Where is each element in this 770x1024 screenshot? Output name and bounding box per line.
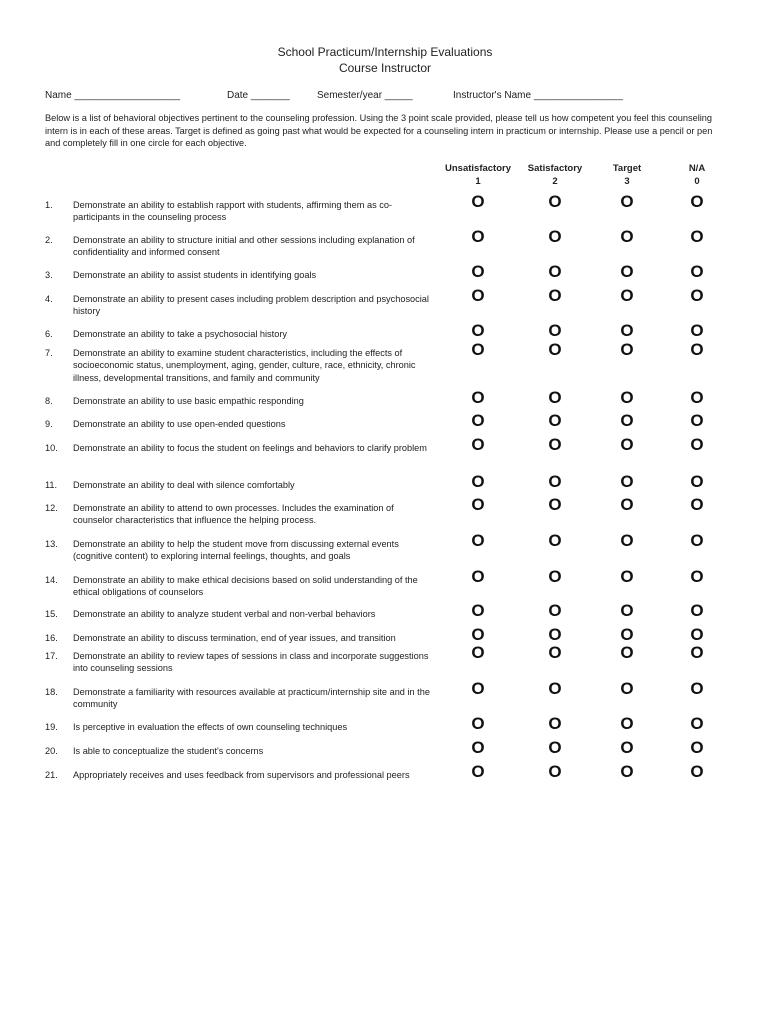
objective-number: 9.	[45, 419, 53, 429]
rating-circle-unsatisfactory[interactable]: O	[471, 567, 485, 586]
rating-circle-satisfactory[interactable]: O	[548, 495, 562, 514]
rating-circle-na[interactable]: O	[690, 495, 704, 514]
objective-number: 3.	[45, 270, 53, 280]
objective-text: Demonstrate an ability to structure initial and other sessions including explanation of confidentiality and informed consent	[73, 235, 415, 258]
rating-circle-unsatisfactory[interactable]: O	[471, 435, 485, 454]
rating-circle-satisfactory[interactable]: O	[548, 340, 562, 359]
rating-circle-satisfactory[interactable]: O	[548, 321, 562, 340]
rating-circle-na[interactable]: O	[690, 286, 704, 305]
objective-text: Demonstrate an ability to present cases including problem description and psychosocial history	[73, 294, 429, 317]
objective-number: 19.	[45, 722, 58, 732]
rating-circle-target[interactable]: O	[620, 321, 634, 340]
objective-number: 2.	[45, 235, 53, 245]
rating-circle-satisfactory[interactable]: O	[548, 262, 562, 281]
rating-circle-target[interactable]: O	[620, 567, 634, 586]
objective-number: 17.	[45, 651, 58, 661]
instructions-paragraph: Below is a list of behavioral objectives pertinent to the counseling profession. Using the 3 point scale provided, please tell us how competent you feel this counseling intern is in each of these areas. Target is defined as going past what would be expected for a counseling intern in practicum or internship. Please use a pencil or pen and completely fill in one circle for each objective.	[45, 113, 713, 149]
scale-value: 2	[552, 176, 558, 187]
scale-label: Target	[612, 163, 642, 174]
rating-circle-target[interactable]: O	[620, 531, 634, 550]
rating-circle-na[interactable]: O	[690, 531, 704, 550]
rating-circle-unsatisfactory[interactable]: O	[471, 679, 485, 698]
rating-circle-target[interactable]: O	[620, 435, 634, 454]
rating-circle-satisfactory[interactable]: O	[548, 192, 562, 211]
objective-text: Demonstrate an ability to examine student characteristics, including the effects of socioeconomic status, unemployment, aging, gender, culture, race, ethnicity, chronic illness, developmental transitions, and family and community	[73, 348, 416, 383]
rating-circle-unsatisfactory[interactable]: O	[471, 495, 485, 514]
objective-text: Demonstrate an ability to attend to own processes. Includes the examination of counselor characteristics that influence the helping process.	[73, 503, 394, 526]
objective-text: Demonstrate an ability to analyze student verbal and non-verbal behaviors	[73, 609, 376, 619]
rating-circle-satisfactory[interactable]: O	[548, 601, 562, 620]
rating-circle-na[interactable]: O	[690, 714, 704, 733]
scale-value: 3	[624, 176, 630, 187]
rating-circle-na[interactable]: O	[690, 601, 704, 620]
rating-circle-target[interactable]: O	[620, 262, 634, 281]
rating-circle-unsatisfactory[interactable]: O	[471, 762, 485, 781]
form-title: School Practicum/Internship Evaluations	[277, 45, 493, 59]
rating-circle-na[interactable]: O	[690, 192, 704, 211]
scale-header-na	[652, 162, 742, 188]
scale-value: 1	[475, 176, 481, 187]
rating-circle-na[interactable]: O	[690, 679, 704, 698]
objective-text: Demonstrate an ability to focus the student on feelings and behaviors to clarify problem	[73, 443, 427, 453]
rating-circle-target[interactable]: O	[620, 495, 634, 514]
rating-circle-unsatisfactory[interactable]: O	[471, 340, 485, 359]
rating-circle-target[interactable]: O	[620, 472, 634, 491]
rating-circle-target[interactable]: O	[620, 714, 634, 733]
scale-value: 0	[694, 176, 700, 187]
rating-circle-na[interactable]: O	[690, 321, 704, 340]
rating-circle-satisfactory[interactable]: O	[548, 531, 562, 550]
scale-label: Unsatisfactory	[445, 163, 511, 174]
rating-circle-satisfactory[interactable]: O	[548, 388, 562, 407]
date-field[interactable]: Date _______	[227, 90, 290, 101]
semester-field[interactable]: Semester/year _____	[317, 90, 413, 101]
rating-circle-target[interactable]: O	[620, 738, 634, 757]
objective-text: Demonstrate an ability to use basic empathic responding	[73, 396, 304, 406]
rating-circle-na[interactable]: O	[690, 388, 704, 407]
objective-number: 14.	[45, 575, 58, 585]
rating-circle-na[interactable]: O	[690, 472, 704, 491]
rating-circle-unsatisfactory[interactable]: O	[471, 321, 485, 340]
rating-circle-na[interactable]: O	[690, 643, 704, 662]
rating-circle-unsatisfactory[interactable]: O	[471, 625, 485, 644]
rating-circle-satisfactory[interactable]: O	[548, 472, 562, 491]
rating-circle-na[interactable]: O	[690, 227, 704, 246]
rating-circle-unsatisfactory[interactable]: O	[471, 192, 485, 211]
rating-circle-target[interactable]: O	[620, 192, 634, 211]
rating-circle-target[interactable]: O	[620, 679, 634, 698]
name-field[interactable]: Name ___________________	[45, 90, 181, 101]
rating-circle-target[interactable]: O	[620, 411, 634, 430]
rating-circle-target[interactable]: O	[620, 286, 634, 305]
objective-text: Demonstrate an ability to review tapes of sessions in class and incorporate suggestions into counseling sessions	[73, 651, 429, 674]
rating-circle-na[interactable]: O	[690, 738, 704, 757]
objective-number: 20.	[45, 746, 58, 756]
rating-circle-unsatisfactory[interactable]: O	[471, 411, 485, 430]
objective-text: Demonstrate an ability to establish rapport with students, affirming them as co-participants in the counseling process	[73, 200, 392, 223]
objective-number: 7.	[45, 348, 53, 358]
rating-circle-satisfactory[interactable]: O	[548, 762, 562, 781]
rating-circle-na[interactable]: O	[690, 762, 704, 781]
rating-circle-na[interactable]: O	[690, 262, 704, 281]
rating-circle-na[interactable]: O	[690, 435, 704, 454]
objective-number: 16.	[45, 633, 58, 643]
objective-text: Demonstrate an ability to use open-ended questions	[73, 419, 286, 429]
scale-label: Satisfactory	[527, 163, 583, 174]
objective-number: 18.	[45, 687, 58, 697]
rating-circle-na[interactable]: O	[690, 625, 704, 644]
rating-circle-unsatisfactory[interactable]: O	[471, 388, 485, 407]
rating-circle-satisfactory[interactable]: O	[548, 625, 562, 644]
objective-text: Demonstrate an ability to assist students in identifying goals	[73, 270, 317, 280]
objective-number: 12.	[45, 503, 58, 513]
rating-circle-satisfactory[interactable]: O	[548, 227, 562, 246]
rating-circle-na[interactable]: O	[690, 411, 704, 430]
objective-number: 1.	[45, 200, 53, 210]
rating-circle-unsatisfactory[interactable]: O	[471, 472, 485, 491]
rating-circle-unsatisfactory[interactable]: O	[471, 601, 485, 620]
rating-circle-unsatisfactory[interactable]: O	[471, 262, 485, 281]
rating-circle-target[interactable]: O	[620, 762, 634, 781]
rating-circle-satisfactory[interactable]: O	[548, 738, 562, 757]
rating-circle-target[interactable]: O	[620, 625, 634, 644]
rating-circle-unsatisfactory[interactable]: O	[471, 227, 485, 246]
rating-circle-satisfactory[interactable]: O	[548, 714, 562, 733]
objective-number: 4.	[45, 294, 53, 304]
objective-text: Demonstrate an ability to take a psychosocial history	[73, 329, 287, 339]
rating-circle-target[interactable]: O	[620, 388, 634, 407]
objective-text: Is able to conceptualize the student's concerns	[73, 746, 264, 756]
rating-circle-satisfactory[interactable]: O	[548, 286, 562, 305]
rating-circle-target[interactable]: O	[620, 340, 634, 359]
form-subtitle: Course Instructor	[338, 61, 432, 75]
rating-circle-unsatisfactory[interactable]: O	[471, 531, 485, 550]
rating-circle-unsatisfactory[interactable]: O	[471, 643, 485, 662]
rating-circle-satisfactory[interactable]: O	[548, 567, 562, 586]
objective-text: Demonstrate a familiarity with resources available at practicum/internship site and in the community	[73, 687, 430, 710]
objective-number: 13.	[45, 539, 58, 549]
instructor-name-field[interactable]: Instructor's Name ________________	[453, 90, 623, 101]
objective-text: Is perceptive in evaluation the effects of own counseling techniques	[73, 722, 348, 732]
rating-circle-target[interactable]: O	[620, 227, 634, 246]
objective-text: Demonstrate an ability to make ethical decisions based on solid understanding of the ethical obligations of counselors	[73, 575, 418, 598]
objective-number: 6.	[45, 329, 53, 339]
rating-circle-target[interactable]: O	[620, 601, 634, 620]
rating-circle-target[interactable]: O	[620, 643, 634, 662]
objective-number: 10.	[45, 443, 58, 453]
rating-circle-satisfactory[interactable]: O	[548, 435, 562, 454]
rating-circle-satisfactory[interactable]: O	[548, 411, 562, 430]
rating-circle-unsatisfactory[interactable]: O	[471, 738, 485, 757]
rating-circle-na[interactable]: O	[690, 340, 704, 359]
objective-number: 21.	[45, 770, 58, 780]
rating-circle-na[interactable]: O	[690, 567, 704, 586]
objective-number: 15.	[45, 609, 58, 619]
rating-circle-unsatisfactory[interactable]: O	[471, 286, 485, 305]
rating-circle-satisfactory[interactable]: O	[548, 643, 562, 662]
rating-circle-unsatisfactory[interactable]: O	[471, 714, 485, 733]
objective-text: Appropriately receives and uses feedback from supervisors and professional peers	[73, 770, 410, 780]
scale-label: N/A	[688, 163, 706, 174]
objective-number: 8.	[45, 396, 53, 406]
rating-circle-satisfactory[interactable]: O	[548, 679, 562, 698]
objective-number: 11.	[45, 480, 58, 490]
objective-text: Demonstrate an ability to deal with silence comfortably	[73, 480, 295, 490]
objective-text: Demonstrate an ability to discuss termination, end of year issues, and transition	[73, 633, 396, 643]
objective-text: Demonstrate an ability to help the student move from discussing external events (cognitive content) to exploring internal feelings, thoughts, and goals	[73, 539, 399, 562]
